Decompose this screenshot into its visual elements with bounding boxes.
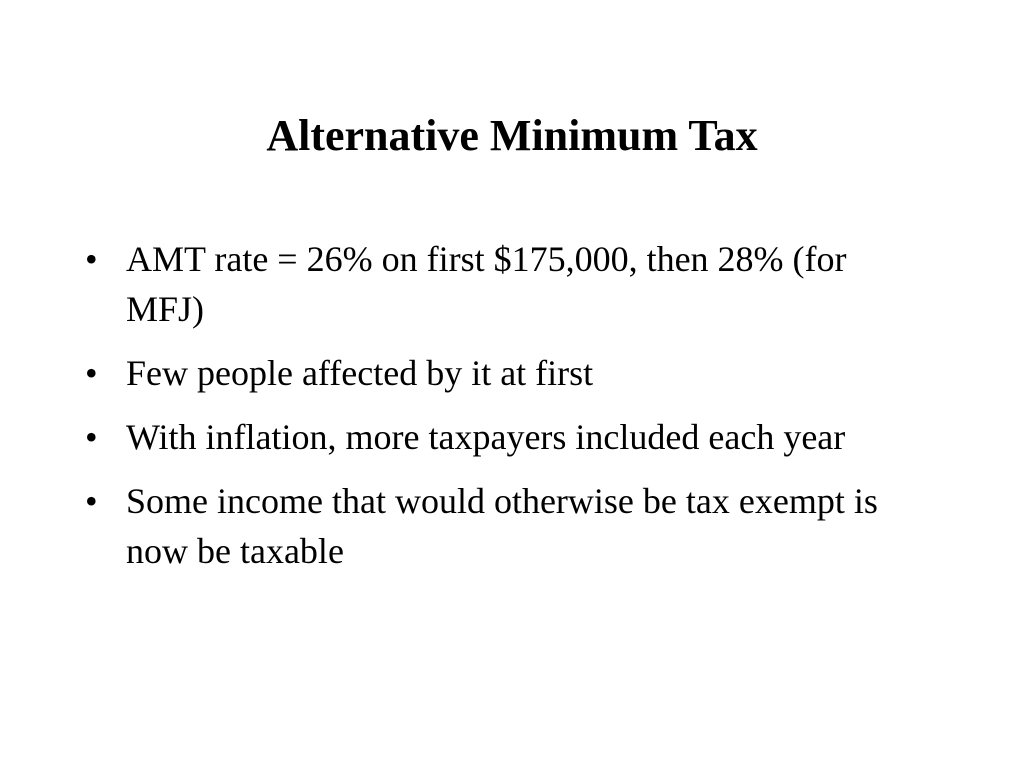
slide-title: Alternative Minimum Tax (266, 111, 758, 160)
bullet-item (83, 476, 913, 576)
bullet-item (83, 234, 913, 334)
bullet-item (83, 348, 913, 398)
bullet-icon: • (85, 353, 98, 393)
bullet-icon: • (85, 417, 98, 457)
bullet-icon: • (85, 239, 98, 279)
bullet-icon: • (85, 481, 98, 521)
bullet-item (83, 412, 913, 462)
bullet-list (83, 234, 913, 590)
bullet-text: AMT rate = 26% on first $175,000, then 28% (for MFJ) (126, 239, 847, 329)
bullet-text: With inflation, more taxpayers included each year (126, 417, 846, 457)
bullet-text: Some income that would otherwise be tax exempt is now be taxable (126, 481, 878, 571)
bullet-text: Few people affected by it at first (126, 353, 594, 393)
